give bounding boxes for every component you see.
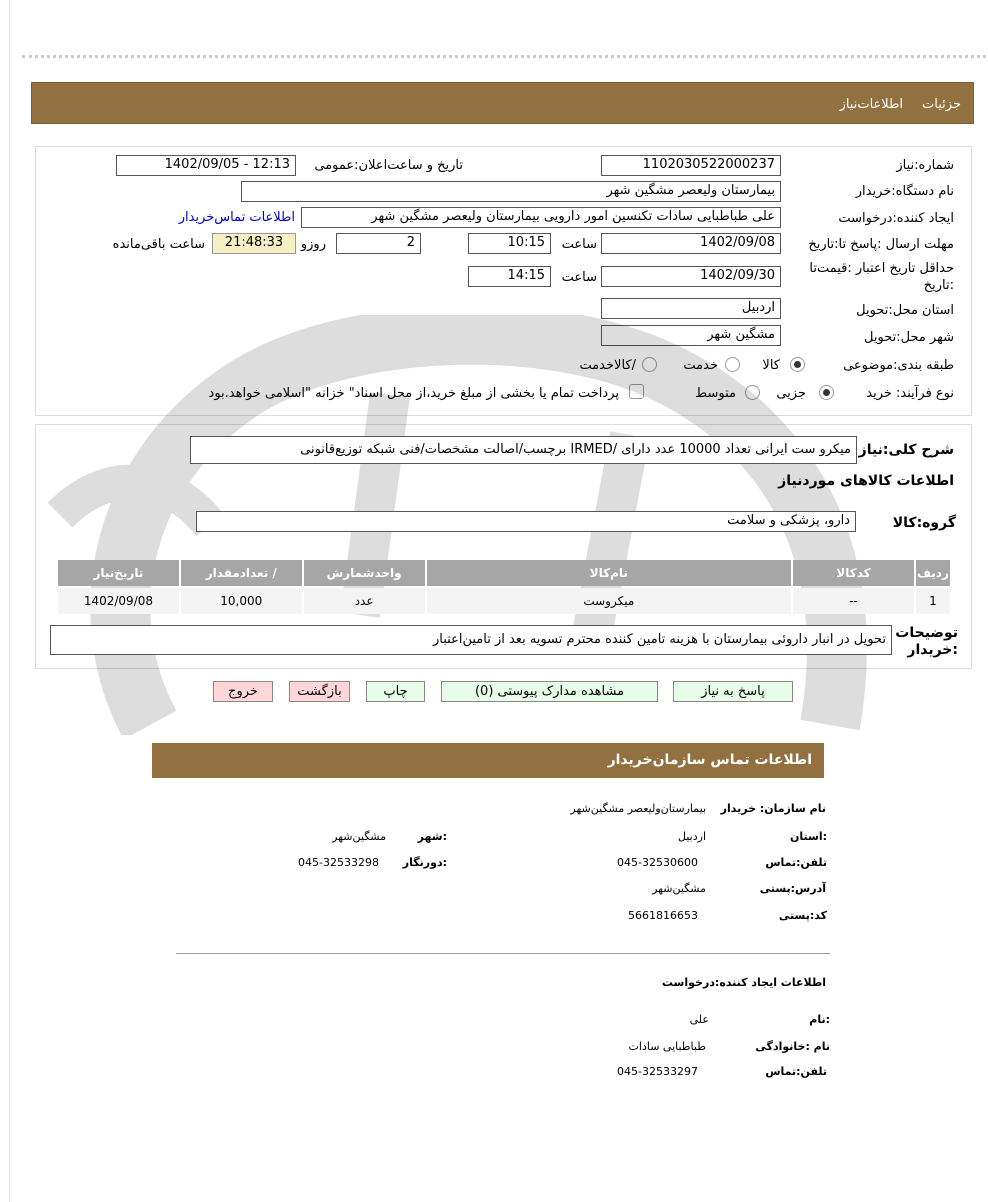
- category-goods-service-label: /کالاخدمت: [579, 358, 636, 373]
- buyer-notes-label: توضیحات: [895, 625, 958, 641]
- requester-phone-value: 045-32533297: [617, 1065, 698, 1078]
- cell-code: --: [793, 588, 914, 614]
- cell-need-date: 1402/09/08: [58, 588, 179, 614]
- col-need-date: تاریخ‌نیاز: [58, 560, 179, 586]
- attachments-button[interactable]: مشاهده مدارک پیوستی (0): [441, 681, 658, 702]
- requester-family-value: طباطبایی سادات: [628, 1040, 706, 1053]
- category-goods-label: کالا: [762, 358, 780, 373]
- category-label: طبقه بندی:موضوعی: [843, 358, 954, 373]
- col-unit: واحدشمارش: [304, 560, 425, 586]
- goods-table: [56, 558, 952, 616]
- treasury-payment-note: پرداخت تمام یا بخشی از مبلغ خرید،از محل اسناد" خزانه "اسلامی خواهد.بود: [208, 386, 619, 401]
- col-code: کدکالا: [793, 560, 914, 586]
- section-divider: [176, 953, 830, 954]
- process-minor-label: جزیی: [776, 386, 806, 401]
- requester-name-label: :نام: [809, 1013, 830, 1026]
- process-minor-radio[interactable]: [819, 385, 834, 400]
- tab-need-info[interactable]: اطلاعات‌نیاز: [839, 97, 903, 112]
- buyer-org-label: نام دستگاه:خریدار: [855, 184, 954, 199]
- validity-label-2: :تاریخ: [923, 278, 954, 293]
- goods-group-field: دارو، پزشکی و سلامت: [196, 511, 856, 532]
- tab-details[interactable]: جزئیات: [922, 97, 961, 112]
- requester-phone-label: تلفن:تماس: [765, 1065, 827, 1078]
- remaining-time-label: ساعت باقی‌مانده: [112, 237, 205, 252]
- category-service-radio[interactable]: [725, 357, 740, 372]
- requester-name-value: علی: [689, 1013, 709, 1026]
- requester-family-label: نام :خانوادگی: [755, 1040, 830, 1053]
- table-row: [58, 588, 950, 614]
- validity-time-label: ساعت: [561, 270, 597, 285]
- contact-org-value: بیمارستان‌ولیعصر مشگین‌شهر: [570, 802, 706, 815]
- contact-address-value: مشگین‌شهر: [652, 882, 706, 895]
- col-quantity: / تعدادمقدار: [181, 560, 302, 586]
- back-button[interactable]: بازگشت: [289, 681, 350, 702]
- province-field: اردبیل: [601, 298, 781, 319]
- buyer-notes-label-2: :خریدار: [907, 642, 958, 658]
- buyer-notes-field: تحویل در انبار داروئی بیمارستان با هزینه تامین کننده محترم تسویه بعد از تامین‌اعتبار: [50, 625, 892, 655]
- contact-address-label: آدرس:پستی: [759, 882, 826, 895]
- category-goods-service-radio[interactable]: [642, 357, 657, 372]
- need-number-label: شماره:نیاز: [896, 158, 954, 173]
- goods-group-label: گروه:کالا: [892, 515, 956, 531]
- contact-province-value: اردبیل: [678, 830, 706, 843]
- creator-field: علی طباطبایی سادات تکنسین امور دارویی بیمارستان ولیعصر مشگین شهر: [301, 207, 781, 228]
- days-label: روزو: [300, 237, 326, 252]
- summary-label: شرح کلی:نیاز: [858, 442, 954, 458]
- process-medium-radio[interactable]: [745, 385, 760, 400]
- announce-label: تاریخ و ساعت‌اعلان:عمومی: [314, 158, 463, 173]
- cell-unit: عدد: [304, 588, 425, 614]
- contact-phone-label: تلفن:تماس: [765, 856, 827, 869]
- contact-postal-value: 5661816653: [628, 909, 698, 922]
- col-row: ردیف: [916, 560, 950, 586]
- contact-org-label: نام سازمان: خریدار: [720, 802, 826, 815]
- contact-fax-value: 045-32533298: [298, 856, 379, 869]
- reply-button[interactable]: پاسخ به نیاز: [673, 681, 793, 702]
- cell-row: 1: [916, 588, 950, 614]
- requester-title: اطلاعات ایجاد کننده:درخواست: [661, 976, 826, 989]
- contact-section-header: [152, 743, 824, 778]
- days-field: 2: [336, 233, 421, 254]
- category-service-label: خدمت: [683, 358, 718, 373]
- contact-postal-label: کد:پستی: [778, 909, 827, 922]
- goods-info-title: اطلاعات کالاهای موردنیاز: [778, 473, 954, 489]
- treasury-payment-checkbox[interactable]: [629, 384, 644, 399]
- print-button[interactable]: چاپ: [366, 681, 425, 702]
- remaining-time-field: 21:48:33: [212, 233, 296, 254]
- header-tab-bar: [31, 82, 974, 124]
- buyer-org-field: بیمارستان ولیعصر مشگین شهر: [241, 181, 781, 202]
- contact-fax-label: :دورنگار: [402, 856, 447, 869]
- process-medium-label: متوسط: [695, 386, 736, 401]
- contact-phone-value: 045-32530600: [617, 856, 698, 869]
- contact-province-label: :استان: [790, 830, 827, 843]
- deadline-time-label: ساعت: [561, 237, 597, 252]
- contact-city-value: مشگین‌شهر: [332, 830, 386, 843]
- validity-label: حداقل تاریخ اعتبار :قیمت‌تا: [809, 261, 954, 276]
- validity-date-field: 1402/09/30: [601, 266, 781, 287]
- contact-city-label: :شهر: [417, 830, 447, 843]
- page-left-border: [9, 0, 10, 1202]
- top-divider: [22, 55, 986, 58]
- city-field: مشگین شهر: [601, 325, 781, 346]
- category-goods-radio[interactable]: [790, 357, 805, 372]
- need-number-field: 1102030522000237: [601, 155, 781, 176]
- creator-label: ایجاد کننده:درخواست: [838, 211, 954, 226]
- validity-time-field: 14:15: [468, 266, 551, 287]
- deadline-date-field: 1402/09/08: [601, 233, 781, 254]
- exit-button[interactable]: خروج: [213, 681, 273, 702]
- process-label: نوع فرآیند: خرید: [866, 386, 954, 401]
- summary-field: میکرو ست ایرانی تعداد 10000 عدد دارای /IRMED برچسب/اصالت مشخصات/فنی شبکه توزیع‌قانونی: [190, 436, 857, 464]
- announce-date-field: 1402/09/05 - 12:13: [116, 155, 296, 176]
- deadline-time-field: 10:15: [468, 233, 551, 254]
- col-name: نام‌کالا: [427, 560, 792, 586]
- buyer-contact-link[interactable]: اطلاعات تماس‌خریدار: [178, 210, 295, 225]
- contact-section-title: اطلاعات تماس سازمان‌خریدار: [607, 752, 812, 768]
- cell-name: میکروست: [427, 588, 792, 614]
- city-label: شهر محل:تحویل: [864, 330, 954, 345]
- deadline-label: مهلت ارسال :پاسخ تا:تاریخ: [808, 237, 954, 252]
- province-label: استان محل:تحویل: [856, 303, 954, 318]
- cell-quantity: 10,000: [181, 588, 302, 614]
